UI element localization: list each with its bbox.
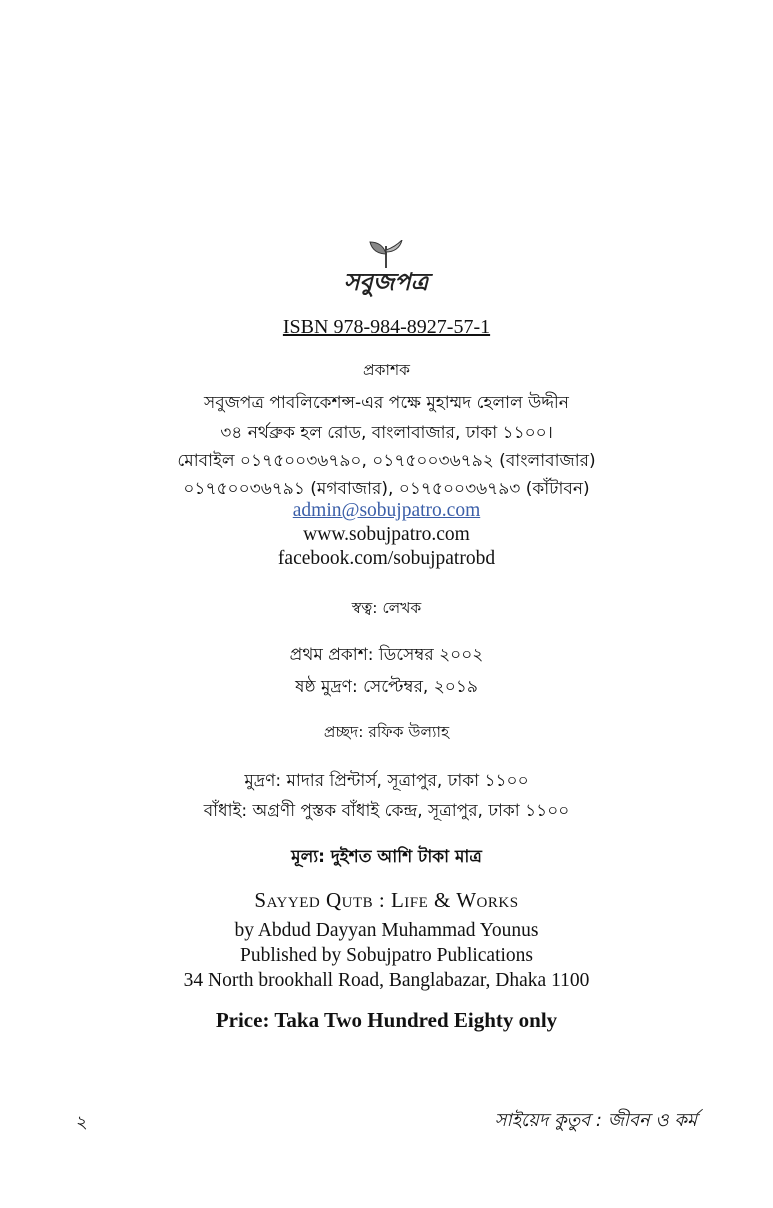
price-english: Price: Taka Two Hundred Eighty only — [215, 1008, 558, 1032]
price-bangla: মূল্য: দুইশত আশি টাকা মাত্র — [291, 847, 482, 867]
email-link[interactable]: admin@sobujpatro.com — [292, 500, 481, 521]
running-title: সাইয়েদ কুতুব : জীবন ও কর্ম — [494, 1110, 697, 1131]
sixth-printing-line: ষষ্ঠ মুদ্রণ: সেপ্টেম্বর, ২০১৯ — [295, 677, 478, 697]
email-link-row — [0, 500, 773, 522]
publisher-logo — [336, 240, 436, 306]
english-author: by Abdud Dayyan Muhammad Younus — [234, 920, 539, 941]
phone-line-2: ০১৭৫০০৩৬৭৯১ (মগবাজার), ০১৭৫০০৩৬৭৯৩ (কাঁটাবন) — [183, 479, 590, 499]
cover-designer-line: প্রচ্ছদ: রফিক উল্যাহ — [323, 723, 450, 741]
publisher-name-line: সবুজপত্র পাবলিকেশন্স-এর পক্ষে মুহাম্মদ হেলাল উদ্দীন — [204, 393, 569, 413]
publisher-address-line: ৩৪ নর্থব্রুক হল রোড, বাংলাবাজার, ঢাকা ১১০০। — [220, 423, 553, 443]
printer-line: মুদ্রণ: মাদার প্রিন্টার্স, সূত্রাপুর, ঢাকা ১১০০ — [244, 771, 529, 791]
english-address: 34 North brookhall Road, Banglabazar, Dhaka 1100 — [183, 970, 590, 991]
english-title: Sayyed Qutb : Life & Works — [254, 888, 519, 912]
isbn: ISBN 978-984-8927-57-1 — [282, 316, 491, 338]
website: www.sobujpatro.com — [303, 524, 470, 545]
first-edition-line: প্রথম প্রকাশ: ডিসেম্বর ২০০২ — [289, 645, 484, 665]
binding-line: বাঁধাই: অগ্রণী পুস্তক বাঁধাই কেন্দ্র, সূত্রাপুর, ঢাকা ১১০০ — [203, 801, 570, 821]
logo-text: সবুজপত্র — [343, 268, 429, 296]
publisher-label: প্রকাশক — [363, 361, 410, 379]
english-publisher: Published by Sobujpatro Publications — [239, 945, 534, 966]
page-number: ২ — [76, 1112, 88, 1133]
phone-line-1: মোবাইল ০১৭৫০০৩৬৭৯০, ০১৭৫০০৩৬৭৯২ (বাংলাবাজার) — [177, 451, 596, 471]
copyright-line: স্বত্ব: লেখক — [351, 599, 422, 617]
facebook-page: facebook.com/sobujpatrobd — [277, 548, 496, 569]
